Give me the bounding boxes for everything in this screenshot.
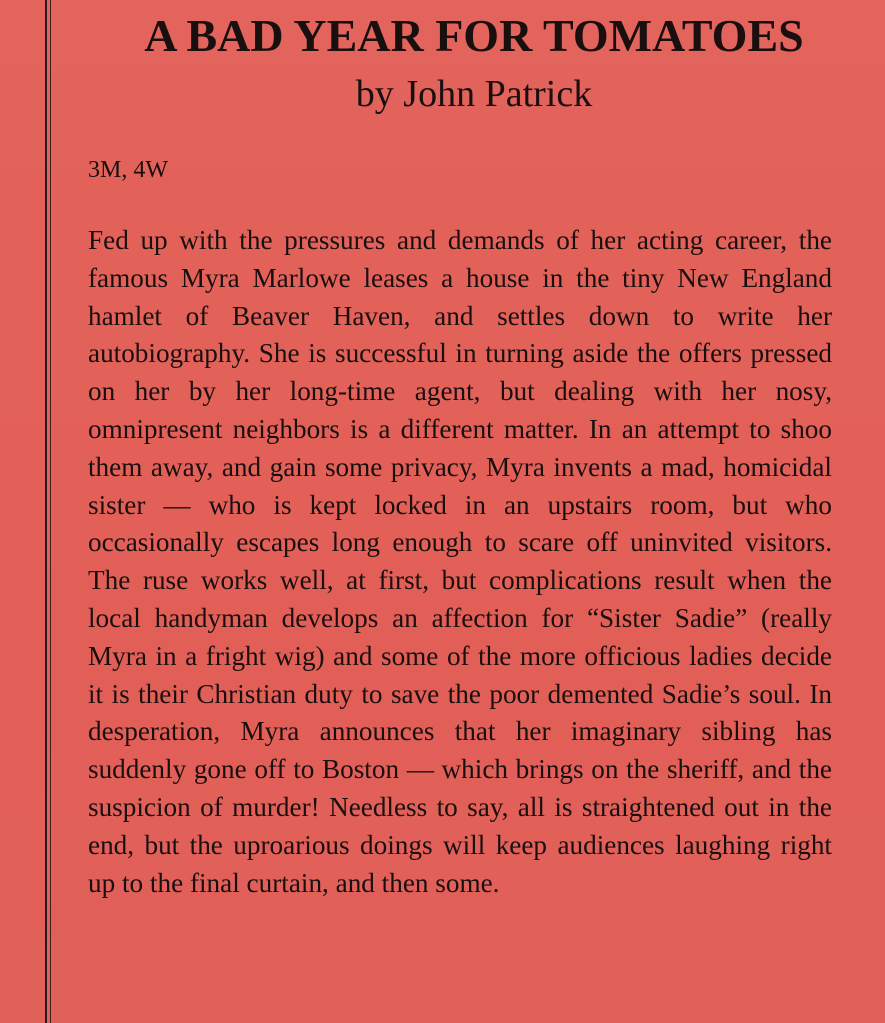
cast-count: 3M, 4W xyxy=(88,157,168,183)
author-byline: by John Patrick xyxy=(355,73,593,115)
left-margin-rule xyxy=(45,0,47,1023)
left-margin-rule-inner xyxy=(50,0,51,1023)
synopsis-paragraph: Fed up with the pressures and demands of her acting career, the famous Myra Marlowe leases a house in the tiny New England hamlet of Beaver Haven, and settles down to write her autobiography. She is successful in turning aside the offers pressed on her by her long-time agent, but dealing with her nosy, omnipresent neighbors is a different matter. In an attempt to shoo them away, and gain some privacy, Myra invents a mad, homicidal sister — who is kept locked in an upstairs room, but who occasionally escapes long enough to scare off uninvited visitors. The ruse works well, at first, but complications result when the local handyman develops an affection for “Sister Sadie” (really Myra in a fright wig) and some of the more officious ladies decide it is their Christian duty to save the poor demented Sadie’s soul. In desperation, Myra announces that her imaginary sibling has suddenly gone off to Boston — which brings on the sheriff, and the suspicion of murder! Needless to say, all is straightened out in the end, but the uproarious doings will keep audiences laughing right up to the final curtain, and then some. xyxy=(88,225,832,898)
play-title: A BAD YEAR FOR TOMATOES xyxy=(144,10,804,61)
